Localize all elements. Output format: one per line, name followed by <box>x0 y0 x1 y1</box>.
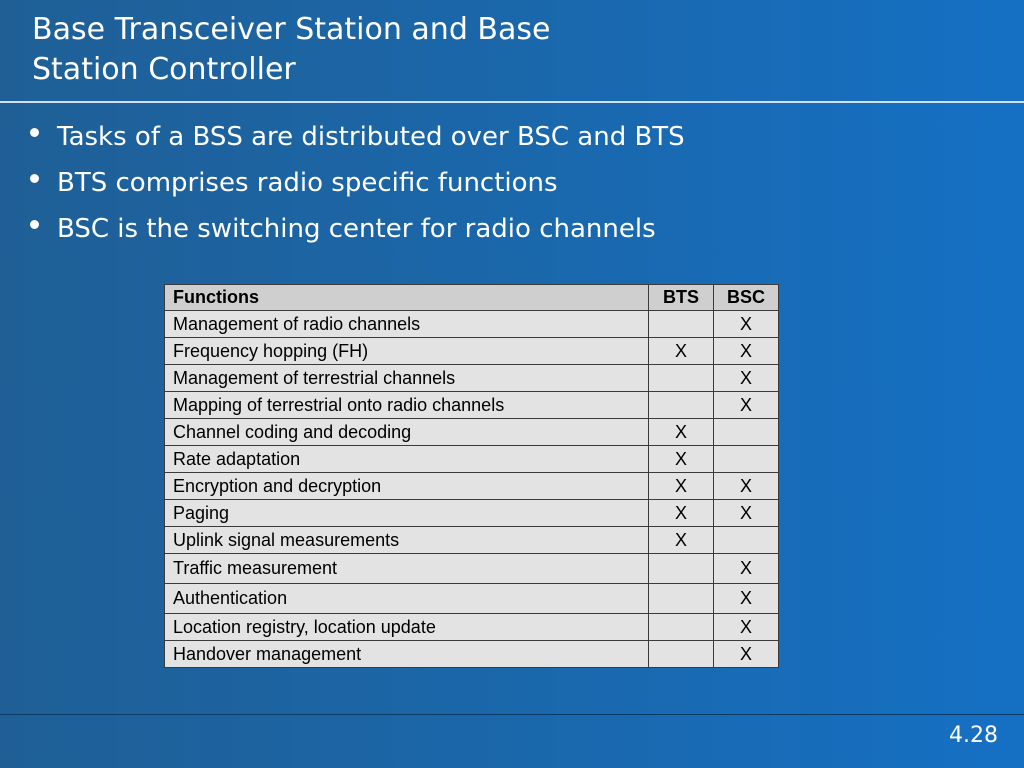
bullet-item <box>30 206 685 252</box>
function-name: Location registry, location update <box>165 614 649 641</box>
bts-cell <box>649 311 714 338</box>
bsc-cell: X <box>714 338 779 365</box>
header-functions: Functions <box>165 285 649 311</box>
bullet-text: BSC is the switching center for radio channels <box>57 214 656 244</box>
bullet-dot-icon <box>30 128 39 137</box>
table-row <box>165 527 779 554</box>
function-name: Handover management <box>165 641 649 668</box>
bullet-item <box>30 114 685 160</box>
bts-cell: X <box>649 338 714 365</box>
bsc-cell <box>714 419 779 446</box>
header-bts: BTS <box>649 285 714 311</box>
functions-table <box>164 284 779 668</box>
bsc-cell: X <box>714 554 779 584</box>
bsc-cell: X <box>714 311 779 338</box>
table-row <box>165 641 779 668</box>
table-header-row <box>165 285 779 311</box>
header-bsc: BSC <box>714 285 779 311</box>
bsc-cell <box>714 527 779 554</box>
bsc-cell: X <box>714 473 779 500</box>
page-number: 4.28 <box>949 723 998 748</box>
function-name: Traffic measurement <box>165 554 649 584</box>
function-name: Channel coding and decoding <box>165 419 649 446</box>
bullet-list <box>30 114 685 252</box>
function-name: Rate adaptation <box>165 446 649 473</box>
function-name: Authentication <box>165 584 649 614</box>
table-row <box>165 338 779 365</box>
bts-cell: X <box>649 419 714 446</box>
function-name: Management of terrestrial channels <box>165 365 649 392</box>
table-row <box>165 392 779 419</box>
bts-cell: X <box>649 527 714 554</box>
bsc-cell <box>714 446 779 473</box>
slide-title <box>32 10 932 90</box>
table-row <box>165 554 779 584</box>
bts-cell <box>649 641 714 668</box>
footer-divider <box>0 714 1024 715</box>
function-name: Management of radio channels <box>165 311 649 338</box>
bts-cell <box>649 365 714 392</box>
bsc-cell: X <box>714 392 779 419</box>
bts-cell <box>649 554 714 584</box>
bts-cell: X <box>649 473 714 500</box>
bullet-dot-icon <box>30 174 39 183</box>
bullet-dot-icon <box>30 220 39 229</box>
bullet-item <box>30 160 685 206</box>
function-name: Frequency hopping (FH) <box>165 338 649 365</box>
function-name: Uplink signal measurements <box>165 527 649 554</box>
table-row <box>165 365 779 392</box>
bsc-cell: X <box>714 584 779 614</box>
bts-cell <box>649 584 714 614</box>
bsc-cell: X <box>714 614 779 641</box>
slide-title-line-2: Station Controller <box>32 52 296 87</box>
bullet-text: Tasks of a BSS are distributed over BSC and BTS <box>57 122 685 152</box>
slide-title-line-1: Base Transceiver Station and Base <box>32 12 551 47</box>
bsc-cell: X <box>714 641 779 668</box>
table-row <box>165 584 779 614</box>
bullet-text: BTS comprises radio specific functions <box>57 168 558 198</box>
function-name: Paging <box>165 500 649 527</box>
title-divider <box>0 101 1024 103</box>
bts-cell <box>649 392 714 419</box>
table-row <box>165 446 779 473</box>
function-name: Encryption and decryption <box>165 473 649 500</box>
table-row <box>165 473 779 500</box>
bsc-cell: X <box>714 500 779 527</box>
bsc-cell: X <box>714 365 779 392</box>
bts-cell: X <box>649 500 714 527</box>
table-row <box>165 500 779 527</box>
table-row <box>165 419 779 446</box>
table-row <box>165 614 779 641</box>
bts-cell <box>649 614 714 641</box>
table-row <box>165 311 779 338</box>
function-name: Mapping of terrestrial onto radio channels <box>165 392 649 419</box>
bts-cell: X <box>649 446 714 473</box>
